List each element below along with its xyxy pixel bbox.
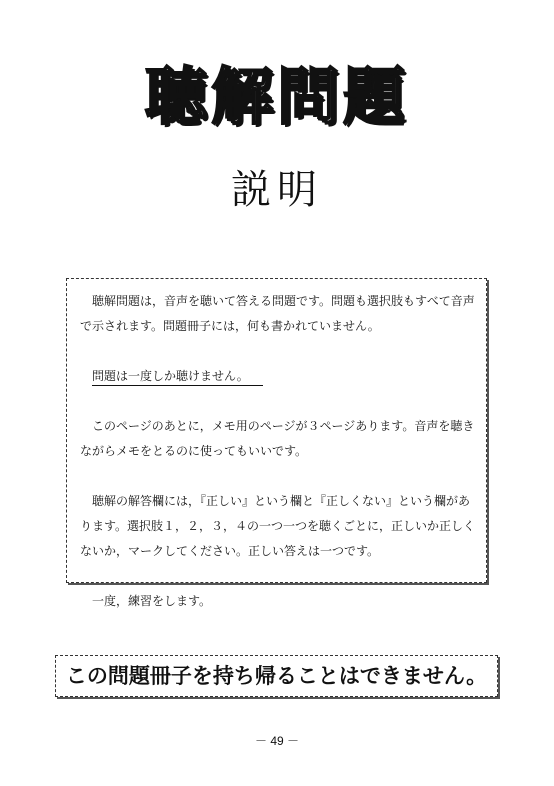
underlined-note: 問題は一度しか聴けません。 [92, 367, 263, 386]
warning-text: この問題冊子を持ち帰ることはできません。 [65, 664, 488, 688]
page-title: 聴解問題 [144, 60, 409, 133]
instructions-paragraph-1: 聴解問題は，音声を聴いて答える問題です。問題も選択肢もすべて音声で示されます。問題冊子には，何も書かれていません。 [80, 294, 475, 333]
paragraph-spacer [80, 564, 476, 589]
page-subtitle: 説明 [231, 167, 323, 213]
warning-box [55, 655, 498, 697]
paragraph-spacer [80, 389, 476, 414]
paragraph-spacer [80, 339, 476, 364]
instructions-paragraph-2: このページのあとに，メモ用のページが３ページあります。音声を聴きながらメモをとるのに使ってもいいです。 [80, 419, 475, 458]
underlined-note-row [80, 364, 476, 389]
instructions-paragraph-3: 聴解の解答欄には，『正しい』という欄と『正しくない』という欄があります。選択肢１，２，３，４の一つ一つを聴くごとに，正しいか正しくないか，マークしてください。正しい答えは一つです。 [80, 494, 476, 558]
instructions-text [80, 289, 476, 614]
page-number: － 49 － [254, 734, 300, 748]
instructions-paragraph-4: 一度，練習をします。 [92, 594, 212, 608]
paragraph-spacer [80, 464, 476, 489]
instructions-box [66, 278, 487, 608]
